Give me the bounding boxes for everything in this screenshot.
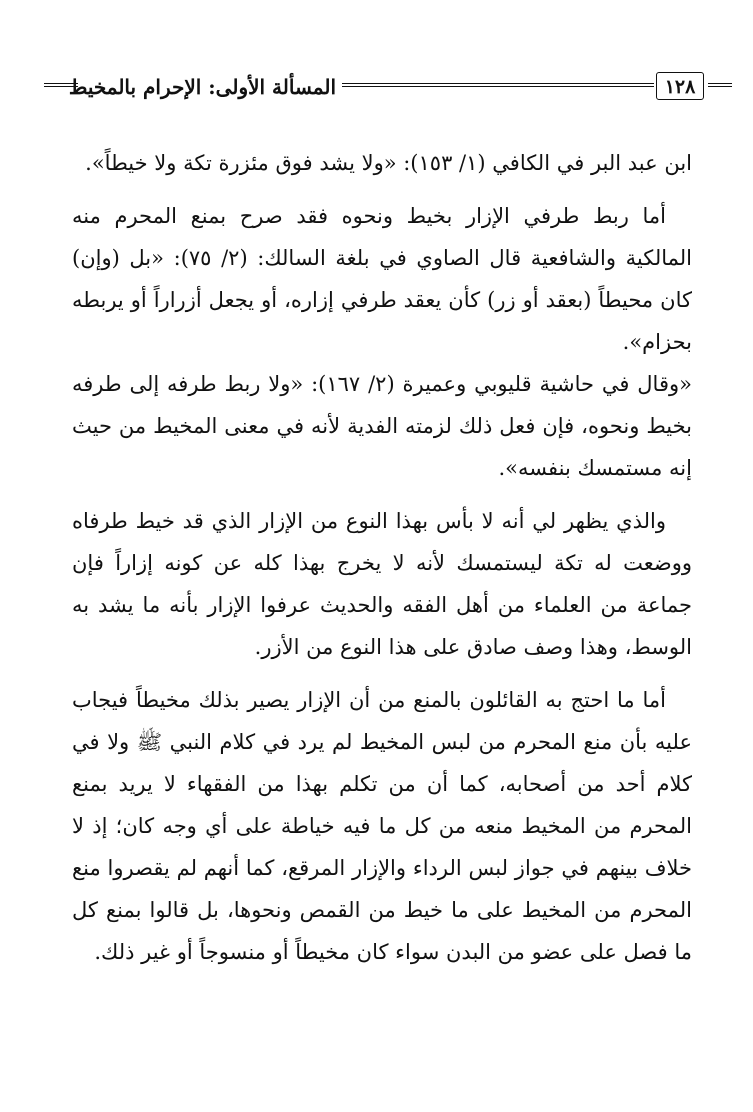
paragraph-tying-ends: أما ربط طرفي الإزار بخيط ونحوه فقد صرح بمنع المحرم منه المالكية والشافعية قال الصاوي في بلغة السالك: (٢/ ٧٥): «بل (وإن) كان محيطاً (بعقد أو زر) كأن يعقد طرفي إزاره، أو يجعل أزراراً أو يربطه بحزام».: [72, 204, 692, 354]
body-text: [72, 142, 692, 984]
paragraph-author-opinion: والذي يظهر لي أنه لا بأس بهذا النوع من الإزار الذي قد خيط طرفاه ووضعت له تكة ليستمسك لأنه لا يخرج بهذا كله عن كونه إزاراً فإن جماعة من العلماء من أهل الفقه والحديث عرفوا الإزار بأنه ما يشد به الوسط، وهذا وصف صادق على هذا النوع من الأزر.: [72, 509, 692, 659]
paragraph-qalyubi-quote: «وقال في حاشية قليوبي وعميرة (٢/ ١٦٧): «ولا ربط طرفه إلى طرفه بخيط ونحوه، فإن فعل ذلك لزمته الفدية لأنه في معنى المخيط من حيث إنه مستمسك بنفسه».: [72, 372, 692, 480]
header-title: المسألة الأولى: الإحرام بالمخيط: [68, 75, 336, 99]
page-number: ١٢٨: [656, 72, 704, 100]
header-rule-middle: [342, 83, 654, 87]
header-rule-right: [708, 83, 732, 87]
paragraph-quote-kafi: ابن عبد البر في الكافي (١/ ١٥٣): «ولا يشد فوق مئزرة تكة ولا خيطاً».: [85, 151, 692, 175]
paragraph-rebuttal: أما ما احتج به القائلون بالمنع من أن الإزار يصير بذلك مخيطاً فيجاب عليه بأن منع المحرم من لبس المخيط لم يرد في كلام النبي ﷺ ولا في كلام أحد من أصحابه، كما أن من تكلم بهذا من الفقهاء لا يريد بمنع المحرم من المخيط منعه من كل ما فيه خياطة على أي وجه كان؛ إذ لا خلاف بينهم في جواز لبس الرداء والإزار المرقع، كما أنهم لم يقصروا منع المحرم من المخيط على ما خيط من القمص ونحوها، بل قالوا بمنع كل ما فصل على عضو من البدن سواء كان مخيطاً أو منسوجاً أو غير ذلك.: [72, 688, 692, 964]
running-header: [44, 72, 696, 108]
